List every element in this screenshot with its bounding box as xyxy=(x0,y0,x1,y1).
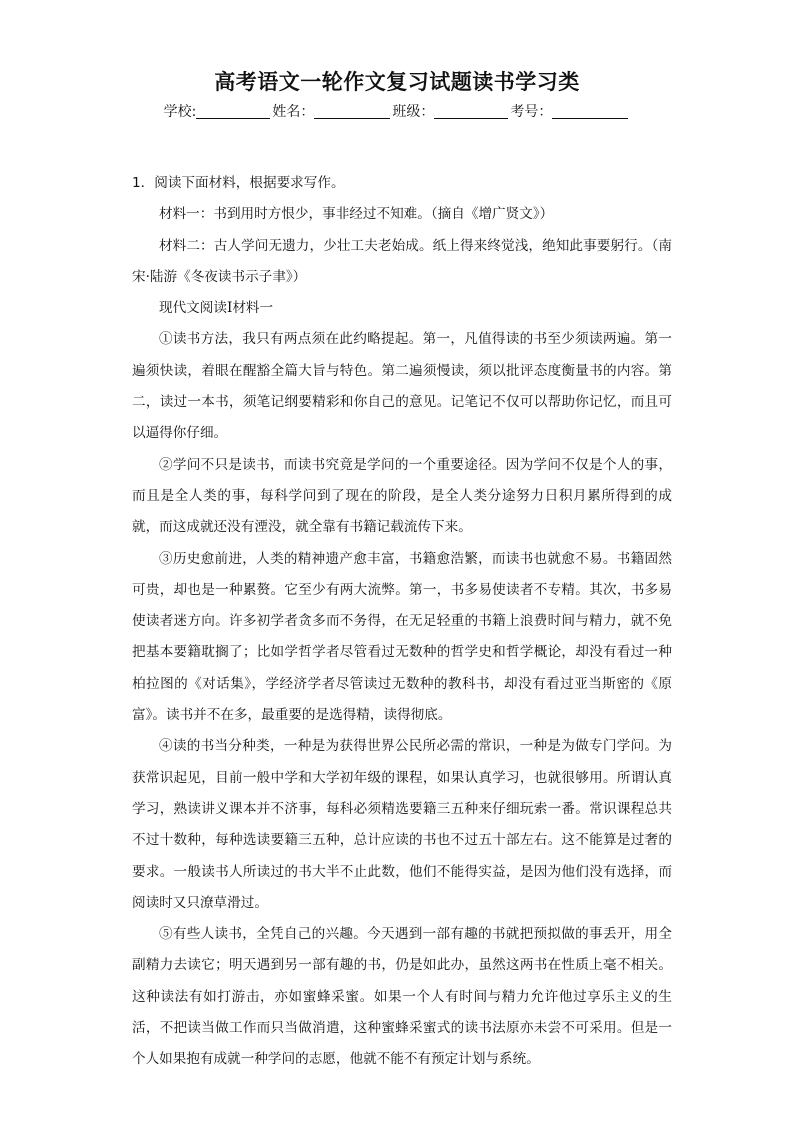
student-info-line xyxy=(0,101,794,121)
name-blank[interactable] xyxy=(314,104,390,119)
paragraph-5: ⑤有些人读书，全凭自己的兴趣。今天遇到一部有趣的书就把预拟做的事丢开，用全副精力去读它；明天遇到另一部有趣的书，仍是如此办，虽然这两书在性质上毫不相关。这种读法有如打游击，亦如蜜蜂采蜜。如果一个人有时间与精力允许他过享乐主义的生活，不把读当做工作而只当做消遣，这种蜜蜂采蜜式的读书法原亦未尝不可采用。但是一个人如果抱有成就一种学问的志愿，他就不能不有预定计划与系统。 xyxy=(132,926,672,1068)
material-one: 材料一：书到用时方恨少，事非经过不知难。（摘自《增广贤文》） xyxy=(159,206,554,223)
paragraph-2: ②学问不只是读书，而读书究竟是学问的一个重要途径。因为学问不仅是个人的事，而且是全人类的事，每科学问到了现在的阶段，是全人类分途努力日积月累所得到的成就，而这成就还没有湮没，就全靠有书籍记载流传下来。 xyxy=(132,456,672,536)
number-blank[interactable] xyxy=(552,104,628,119)
paragraph-1: ①读书方法，我只有两点须在此约略提起。第一，凡值得读的书至少须读两遍。第一遍须快读，着眼在醒豁全篇大旨与特色。第二遍须慢读，须以批评态度衡量书的内容。第二，读过一本书，须笔记纲要精彩和你自己的意见。记笔记不仅可以帮助你记忆，而且可以逼得你仔细。 xyxy=(132,331,672,442)
class-label: 班级： xyxy=(392,104,435,120)
school-blank[interactable] xyxy=(196,104,270,119)
question-prompt: 1．阅读下面材料，根据要求写作。 xyxy=(132,175,345,191)
material-two: 材料二：古人学问无遗力，少壮工夫老始成。纸上得来终觉浅，绝知此事要躬行。（南宋·陆游《冬夜读书示子聿》） xyxy=(132,237,672,285)
class-blank[interactable] xyxy=(434,104,508,119)
name-label: 姓名： xyxy=(272,104,315,120)
question-body xyxy=(132,168,672,1076)
paragraph-3: ③历史愈前进，人类的精神遗产愈丰富，书籍愈浩繁，而读书也就愈不易。书籍固然可贵，却也是一种累赘。它至少有两大流弊。第一，书多易使读者不专精。其次，书多易使读者迷方向。许多初学者贪多而不务得，在无足轻重的书籍上浪费时间与精力，就不免把基本要籍耽搁了；比如学哲学者尽管看过无数种的哲学史和哲学概论，却没有看过一种柏拉图的《对话集》，学经济学者尽管读过无数种的教科书，却没有看过亚当斯密的《原富》。读书并不在多，最重要的是选得精，读得彻底。 xyxy=(132,550,672,724)
page-title: 高考语文一轮作文复习试题读书学习类 xyxy=(214,70,580,94)
school-label: 学校: xyxy=(163,104,197,120)
number-label: 考号： xyxy=(510,104,553,120)
reading-subheading: 现代文阅读Ⅰ材料一 xyxy=(159,300,274,317)
paragraph-4: ④读的书当分种类，一种是为获得世界公民所必需的常识，一种是为做专门学问。为获常识起见，目前一般中学和大学初年级的课程，如果认真学习，也就很够用。所谓认真学习，熟读讲义课本并不济事，每科必须精选要籍三五种来仔细玩索一番。常识课程总共不过十数种，每种选读要籍三五种，总计应读的书也不过五十部左右。这不能算是过奢的要求。一般读书人所读过的书大半不止此数，他们不能得实益，是因为他们没有选择，而阅读时又只潦草滑过。 xyxy=(132,738,672,911)
